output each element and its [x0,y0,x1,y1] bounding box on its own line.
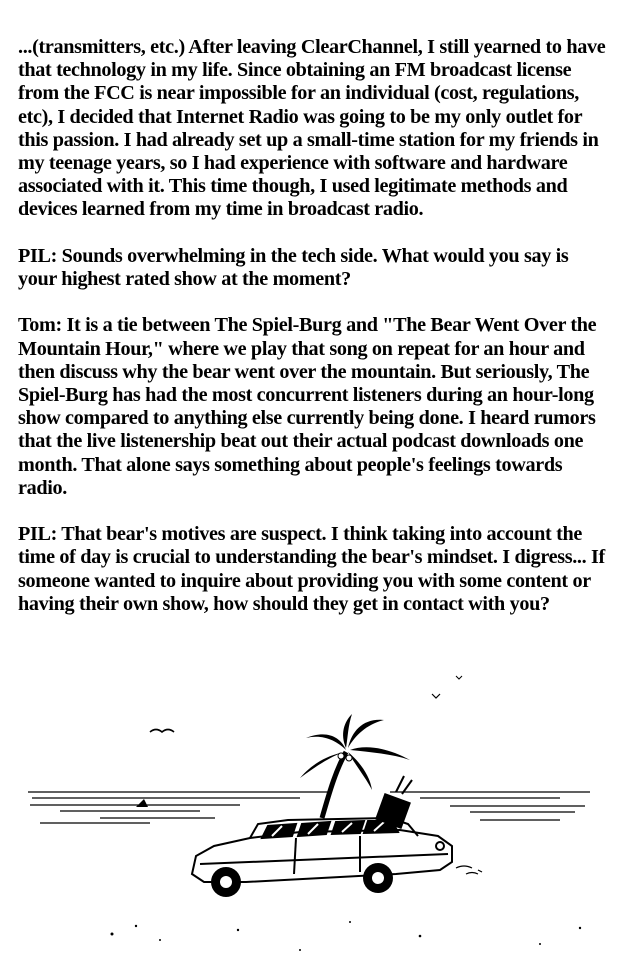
seagull-icon [150,730,174,733]
seagull-icon [432,694,440,698]
sand-dots [111,921,582,951]
limousine-beach-illustration [0,660,621,960]
wheel-icon [363,863,393,893]
sand-marks [456,866,482,874]
paragraph-pil-question-2: PIL: That bear's motives are suspect. I think taking into account the time of day is crucial to understanding the bear's mindset. I digress... If someone wanted to inquire about providing you with some content or having their own show, how should they get in contact with you? [18,523,605,615]
sea-lines [28,792,590,823]
paragraph-pil-question-1: PIL: Sounds overwhelming in the tech side. What would you say is your highest rated show at the moment? [18,244,569,291]
shark-fin-icon [136,799,148,807]
article-body [18,36,606,639]
wheel-icon [211,867,241,897]
paragraph-tom-answer: Tom: It is a tie between The Spiel-Burg and "The Bear Went Over the Mountain Hour," where we play that song on repeat for an hour and then discuss why the bear went over the mountain. But seriously, The Spiel-Burg has had the most concurrent listeners during an hour-long show compared to anything else currently being done. I heard rumors that the live listenership beat out their actual podcast downloads one month. That alone says something about people's feelings towards radio. [18,314,597,499]
paragraph-intro: ...(transmitters, etc.) After leaving ClearChannel, I still yearned to have that technology in my life. Since obtaining an FM broadcast license from the FCC is near impossible for an individual (cost, regulations, etc), I decided that Internet Radio was going to be my only outlet for this passion. I had already set up a small-time station for my friends in my teenage years, so I had experience with software and hardware associated with it. This time though, I used legitimate methods and devices learned from my time in broadcast radio. [18,36,606,221]
seagull-icon [456,676,462,679]
